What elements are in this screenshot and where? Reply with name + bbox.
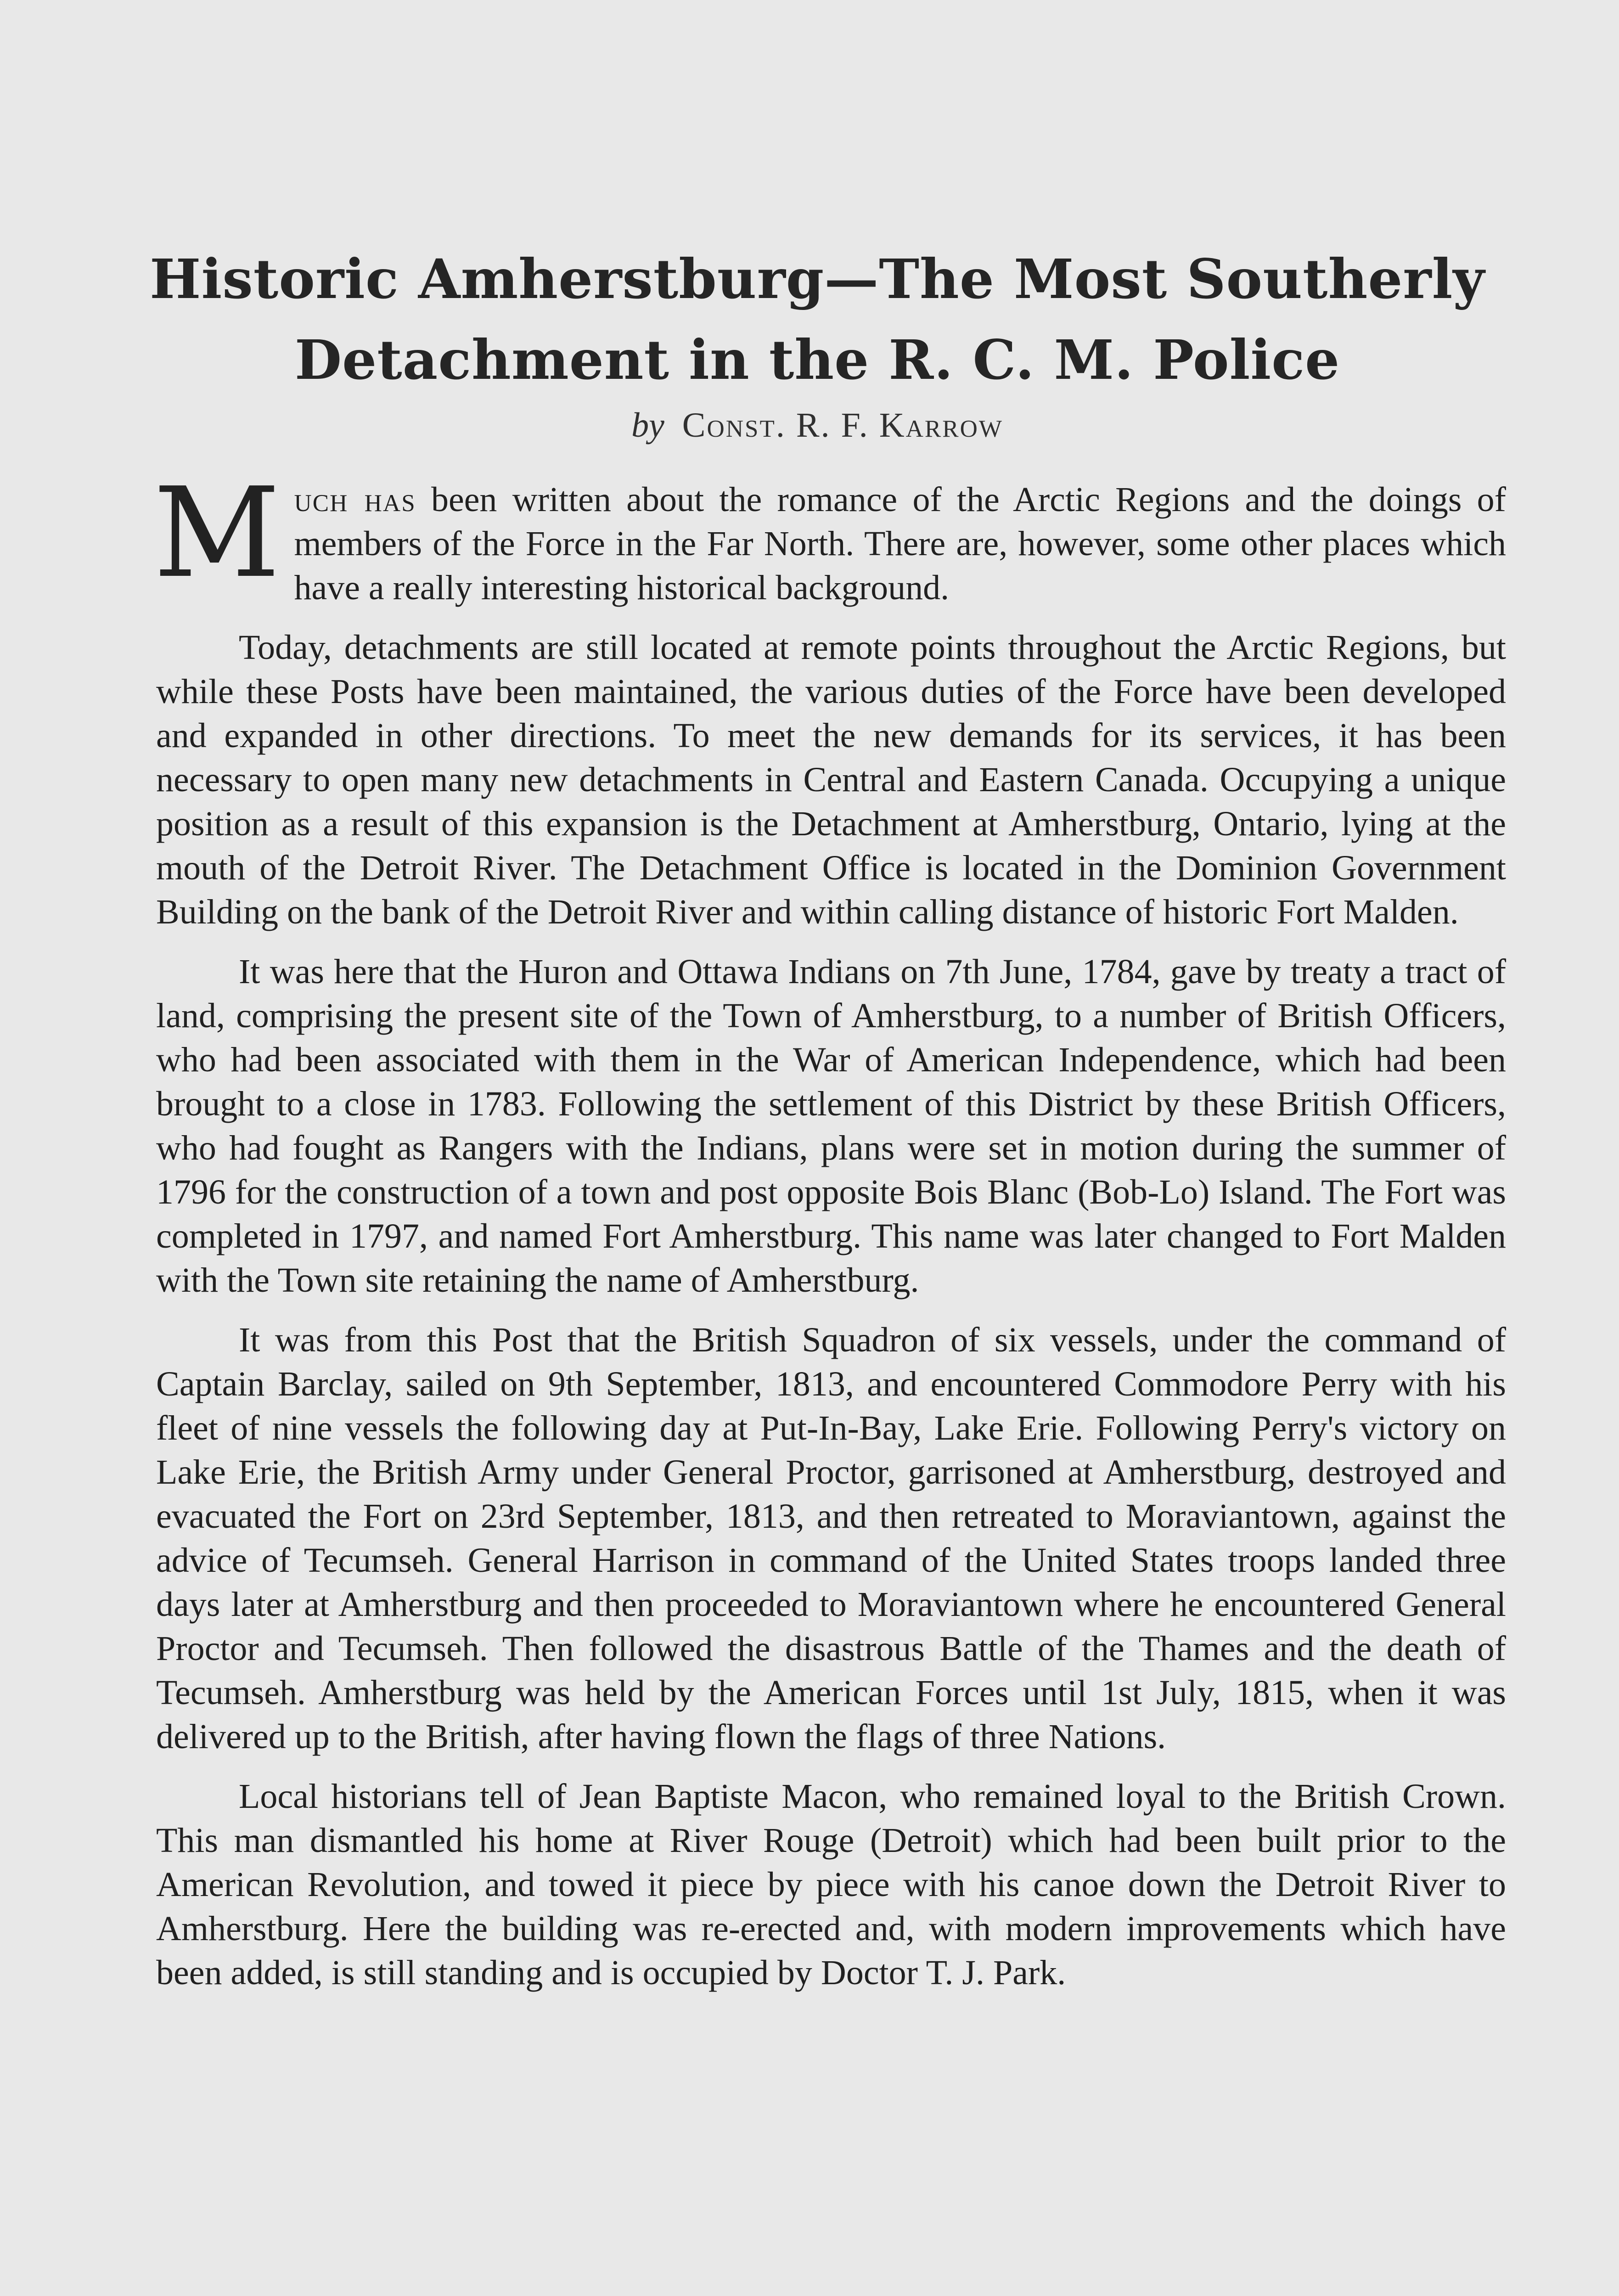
author-name: Const. R. F. Karrow: [682, 406, 1003, 445]
article-title-line-2: Detachment in the R. C. M. Police: [294, 328, 1340, 392]
paragraph-4: It was from this Post that the British Squadron of six vessels, under the command of Captain Barclay, sailed on 9th September, 1813, and encountered Commodore Perry with his fleet of nine vessels the following day at Put-In-Bay, Lake Erie. Following Perry's victory on Lake Erie, the British Army under General Proctor, garrisoned at Amherstburg, destroyed and evacuated the Fort on 23rd September, 1813, and then retreated to Moraviantown, against the advice of Tecumseh. General Harrison in command of the United States troops landed three days later at Amherstburg and then proceeded to Moraviantown where he encountered General Proctor and Tecumseh. Then followed the disastrous Battle of the Thames and the death of Tecumseh. Amherstburg was held by the American Forces until 1st July, 1815, when it was delivered up to the British, after having flown the flags of three Nations.: [156, 1321, 1506, 1756]
paragraph-2: Today, detachments are still located at remote points throughout the Arctic Regions, but while these Posts have been maintained, the various duties of the Force have been developed and expanded in other directions. To meet the new demands for its services, it has been necessary to open many new detachments in Central and Eastern Canada. Occupying a unique position as a result of this expansion is the Detachment at Amherstburg, Ontario, lying at the mouth of the Detroit River. The Detachment Office is located in the Dominion Government Building on the bank of the Detroit River and within calling distance of historic Fort Malden.: [156, 628, 1506, 931]
byline-prefix: by: [631, 406, 664, 445]
byline: [138, 402, 1497, 448]
article-body: [153, 461, 1506, 2010]
title-block: [138, 239, 1497, 448]
paragraph-1: [153, 461, 1506, 610]
article-title-line-1: Historic Amherstburg—The Most Southerly: [150, 247, 1485, 311]
lead-in-small-caps: uch has: [294, 480, 416, 519]
paragraph-5: Local historians tell of Jean Baptiste Macon, who remained loyal to the British Crown. This man dismantled his home at River Rouge (Detroit) which had been built prior to the American Revolution, and towed it piece by piece with his canoe down the Detroit River to Amherstburg. Here the building was re-erected and, with modern improvements which have been added, is still standing and is occupied by Doctor T. J. Park.: [156, 1777, 1506, 1992]
paragraph-1-text: been written about the romance of the Arctic Regions and the doings of members of the Force in the Far North. There are, however, some other places which have a really interesting historical background.: [294, 480, 1506, 607]
paragraph-3: It was here that the Huron and Ottawa Indians on 7th June, 1784, gave by treaty a tract of land, comprising the present site of the Town of Amherstburg, to a number of British Officers, who had been associated with them in the War of American Independence, which had been brought to a close in 1783. Following the settlement of this District by these British Officers, who had fought as Rangers with the Indians, plans were set in motion during the summer of 1796 for the construction of a town and post opposite Bois Blanc (Bob-Lo) Island. The Fort was completed in 1797, and named Fort Amherstburg. This name was later changed to Fort Malden with the Town site retaining the name of Amherstburg.: [156, 952, 1506, 1300]
drop-cap: M: [153, 461, 281, 605]
